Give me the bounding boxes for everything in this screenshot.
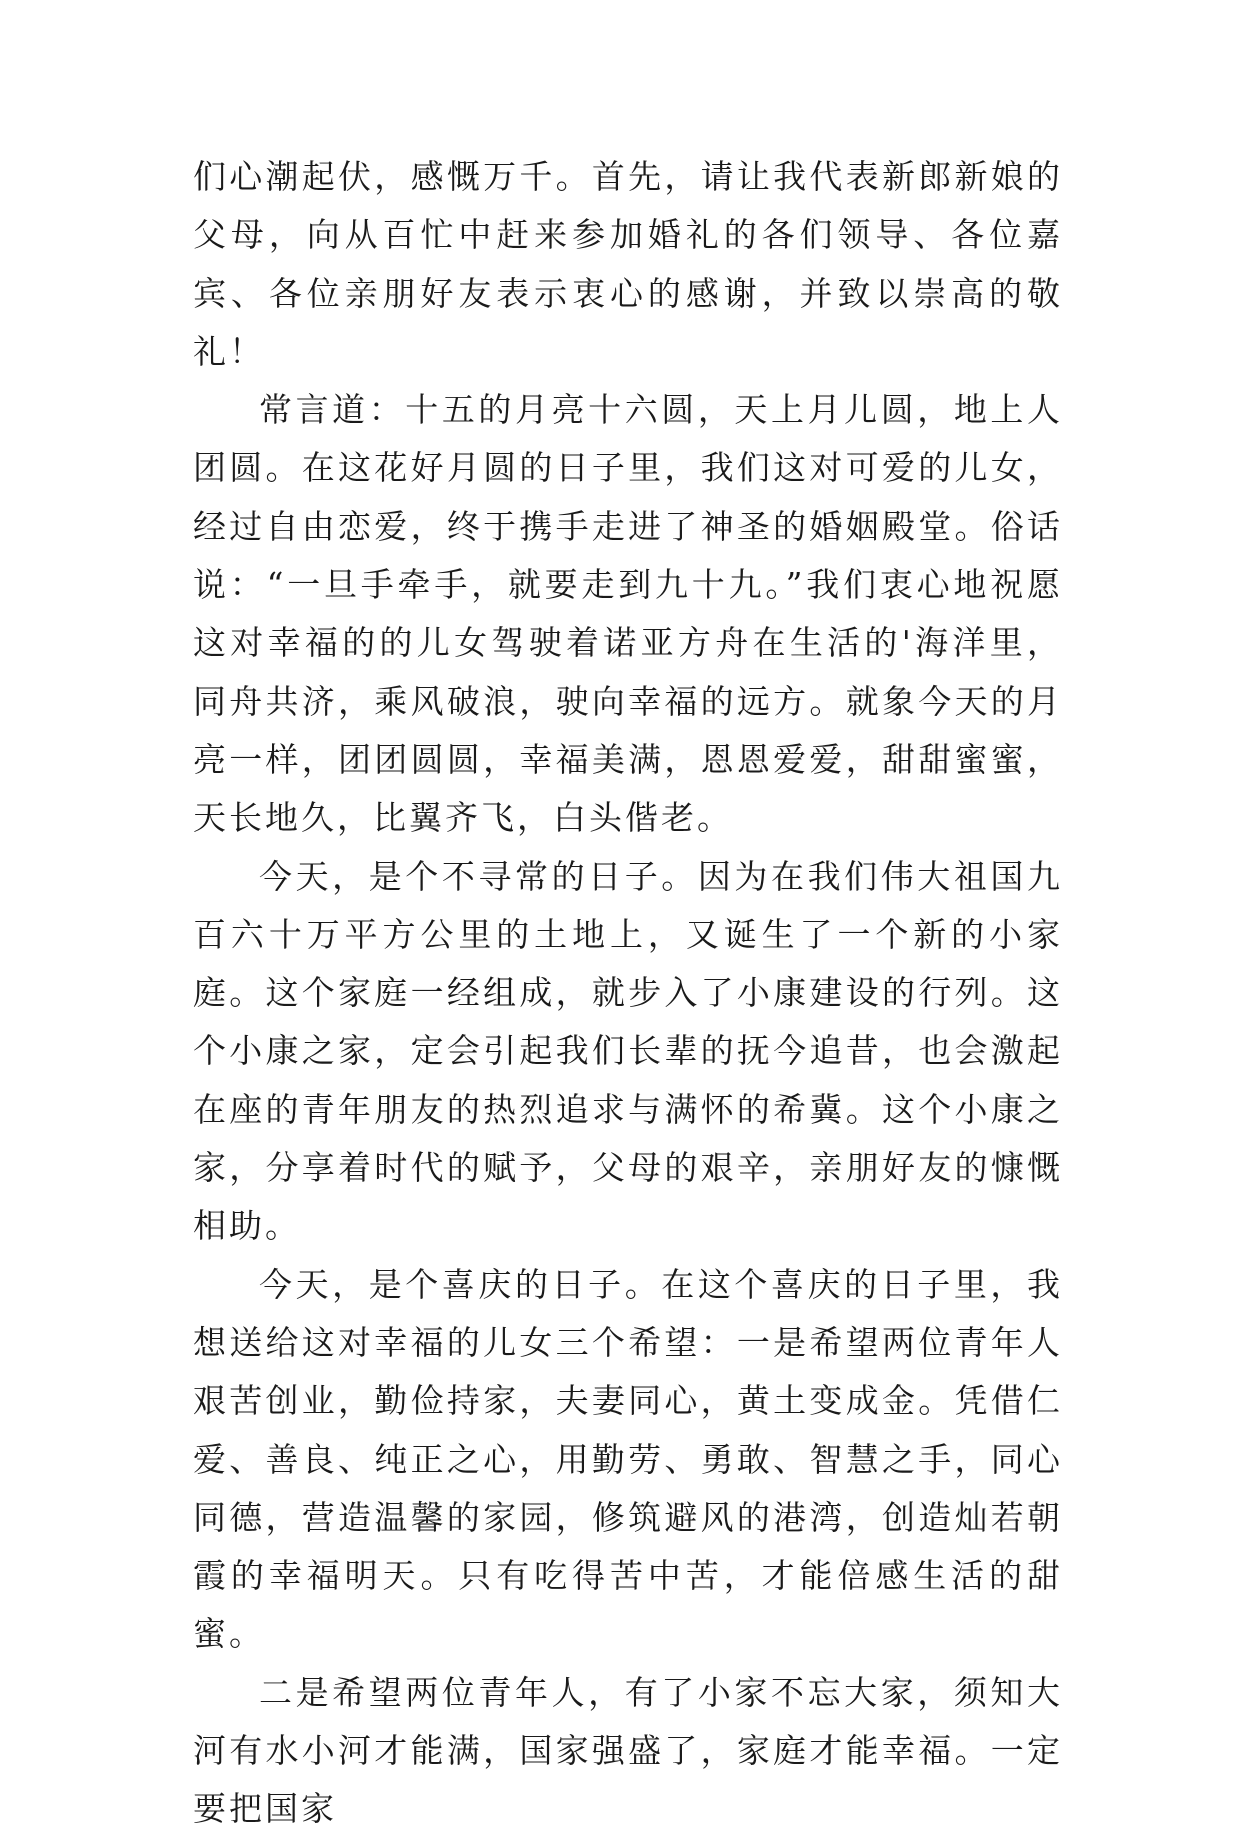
paragraph-continuation: 们心潮起伏，感慨万千。首先，请让我代表新郎新娘的父母，向从百忙中赶来参加婚礼的各们领导、各位嘉宾、各位亲朋好友表示衷心的感谢，并致以崇高的敬礼！: [193, 157, 1063, 371]
paragraph-moon-blessing: 常言道：十五的月亮十六圆，天上月儿圆，地上人团圆。在这花好月圆的日子里，我们这对可爱的儿女，经过自由恋爱，终于携手走进了神圣的婚姻殿堂。俗话说：“一旦手牵手，就要走到九十九。”我们衷心地祝愿这对幸福的的儿女驾驶着诺亚方舟在生活的'海洋里，同舟共济，乘风破浪，驶向幸福的远方。就象今天的月亮一样，团团圆圆，幸福美满，恩恩爱爱，甜甜蜜蜜，天长地久，比翼齐飞，白头偕老。: [193, 390, 1063, 838]
document-body: [193, 148, 1063, 1839]
paragraph-first-hope: 今天，是个喜庆的日子。在这个喜庆的日子里，我想送给这对幸福的儿女三个希望：一是希望两位青年人艰苦创业，勤俭持家，夫妻同心，黄土变成金。凭借仁爱、善良、纯正之心，用勤劳、勇敢、智慧之手，同心同德，营造温馨的家园，修筑避风的港湾，创造灿若朝霞的幸福明天。只有吃得苦中苦，才能倍感生活的甜蜜。: [193, 1264, 1063, 1654]
paragraph-new-family: 今天，是个不寻常的日子。因为在我们伟大祖国九百六十万平方公里的土地上，又诞生了一个新的小家庭。这个家庭一经组成，就步入了小康建设的行列。这个小康之家，定会引起我们长辈的抚今追昔，也会激起在座的青年朋友的热烈追求与满怀的希冀。这个小康之家，分享着时代的赋予，父母的艰辛，亲朋好友的慷慨相助。: [193, 856, 1063, 1246]
paragraph-second-hope: 二是希望两位青年人，有了小家不忘大家，须知大河有水小河才能满，国家强盛了，家庭才能幸福。一定要把国家: [193, 1672, 1063, 1829]
